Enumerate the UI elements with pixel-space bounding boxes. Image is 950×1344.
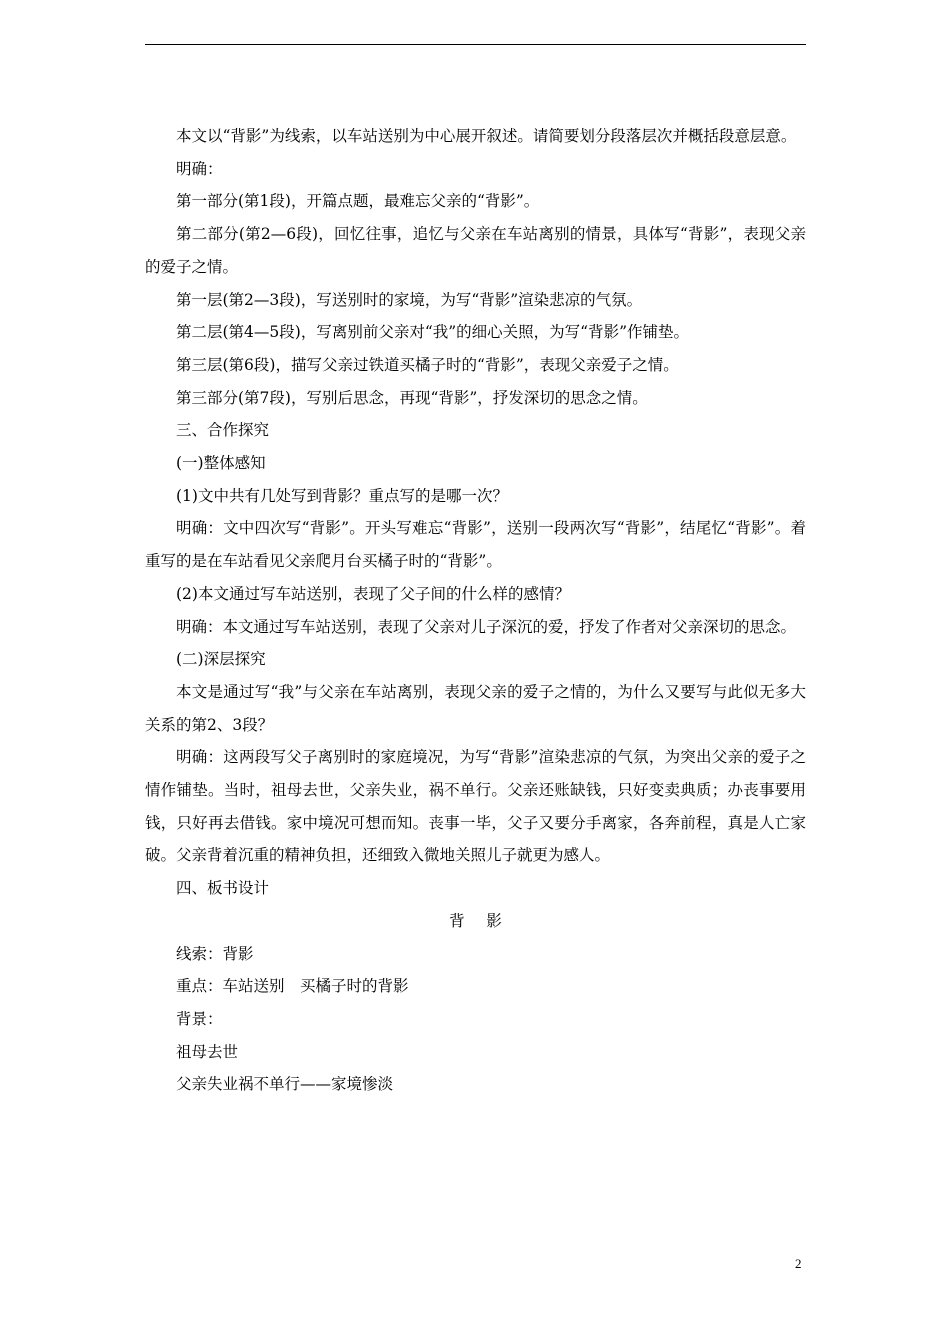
question-two: (2)本文通过写车站送别，表现了父子间的什么样的感情？ [176, 584, 570, 603]
header-rule [145, 44, 806, 45]
board-focus: 重点：车站送别 买橘子时的背影 [176, 977, 409, 996]
paragraph-part-two: 第二部分(第2—6段)，回忆往事，追忆与父亲在车站离别的情景，具体写“背影”，表现父亲的爱子之情。 [145, 225, 806, 276]
paragraph-answer-label: 明确： [176, 159, 223, 178]
paragraph-part-one: 第一部分(第1段)，开篇点题，最难忘父亲的“背影”。 [176, 192, 540, 211]
board-clue: 线索：背影 [176, 944, 254, 963]
subsection-heading-deep-inquiry: (二)深层探究 [176, 650, 266, 669]
question-one: (1)文中共有几处写到背影？重点写的是哪一次？ [176, 486, 508, 505]
paragraph-question-structure: 本文以“背影”为线索，以车站送别为中心展开叙述。请简要划分段落层次并概括段意层意。 [176, 127, 797, 145]
section-heading-cooperative-inquiry: 三、合作探究 [176, 421, 270, 440]
answer-two: 明确：本文通过写车站送别，表现了父亲对儿子深沉的爱，抒发了作者对父亲深切的思念。 [176, 617, 797, 636]
page-content [145, 120, 806, 1101]
board-background-line-1: 祖母去世 [176, 1042, 239, 1061]
paragraph-part-three: 第三部分(第7段)，写别后思念，再现“背影”，抒发深切的思念之情。 [176, 388, 648, 407]
page-number: 2 [795, 1256, 802, 1271]
paragraph-layer-three: 第三层(第6段)，描写父亲过铁道买橘子时的“背影”，表现父亲爱子之情。 [176, 355, 679, 374]
board-background-line-2: 父亲失业祸不单行——家境惨淡 [176, 1075, 394, 1094]
board-title-text: 背影 [449, 911, 524, 930]
answer-three: 明确：这两段写父子离别时的家庭境况，为写“背影”渲染悲凉的气氛，为突出父亲的爱子之情作铺垫。当时，祖母去世，父亲失业，祸不单行。父亲还账缺钱，只好变卖典质；办丧事要用钱，只好再去借钱。家中境况可想而知。丧事一毕，父子又要分手离家，各奔前程，真是人亡家破。父亲背着沉重的精神负担，还细致入微地关照儿子就更为感人。 [145, 748, 806, 865]
answer-one: 明确：文中四次写“背影”。开头写难忘“背影”，送别一段两次写“背影”，结尾忆“背影”。着重写的是在车站看见父亲爬月台买橘子时的“背影”。 [145, 519, 806, 571]
board-title [145, 905, 806, 938]
section-heading-board-design: 四、板书设计 [176, 879, 270, 898]
question-three: 本文是通过写“我”与父亲在车站离别，表现父亲的爱子之情的，为什么又要写与此似无多大关系的第2、3段？ [145, 682, 806, 734]
paragraph-layer-two: 第二层(第4—5段)，写离别前父亲对“我”的细心关照，为写“背影”作铺垫。 [176, 323, 690, 342]
board-background-label: 背景： [176, 1009, 223, 1028]
paragraph-layer-one: 第一层(第2—3段)，写送别时的家境，为写“背影”渲染悲凉的气氛。 [176, 290, 643, 309]
subsection-heading-overall-perception: (一)整体感知 [176, 454, 266, 473]
